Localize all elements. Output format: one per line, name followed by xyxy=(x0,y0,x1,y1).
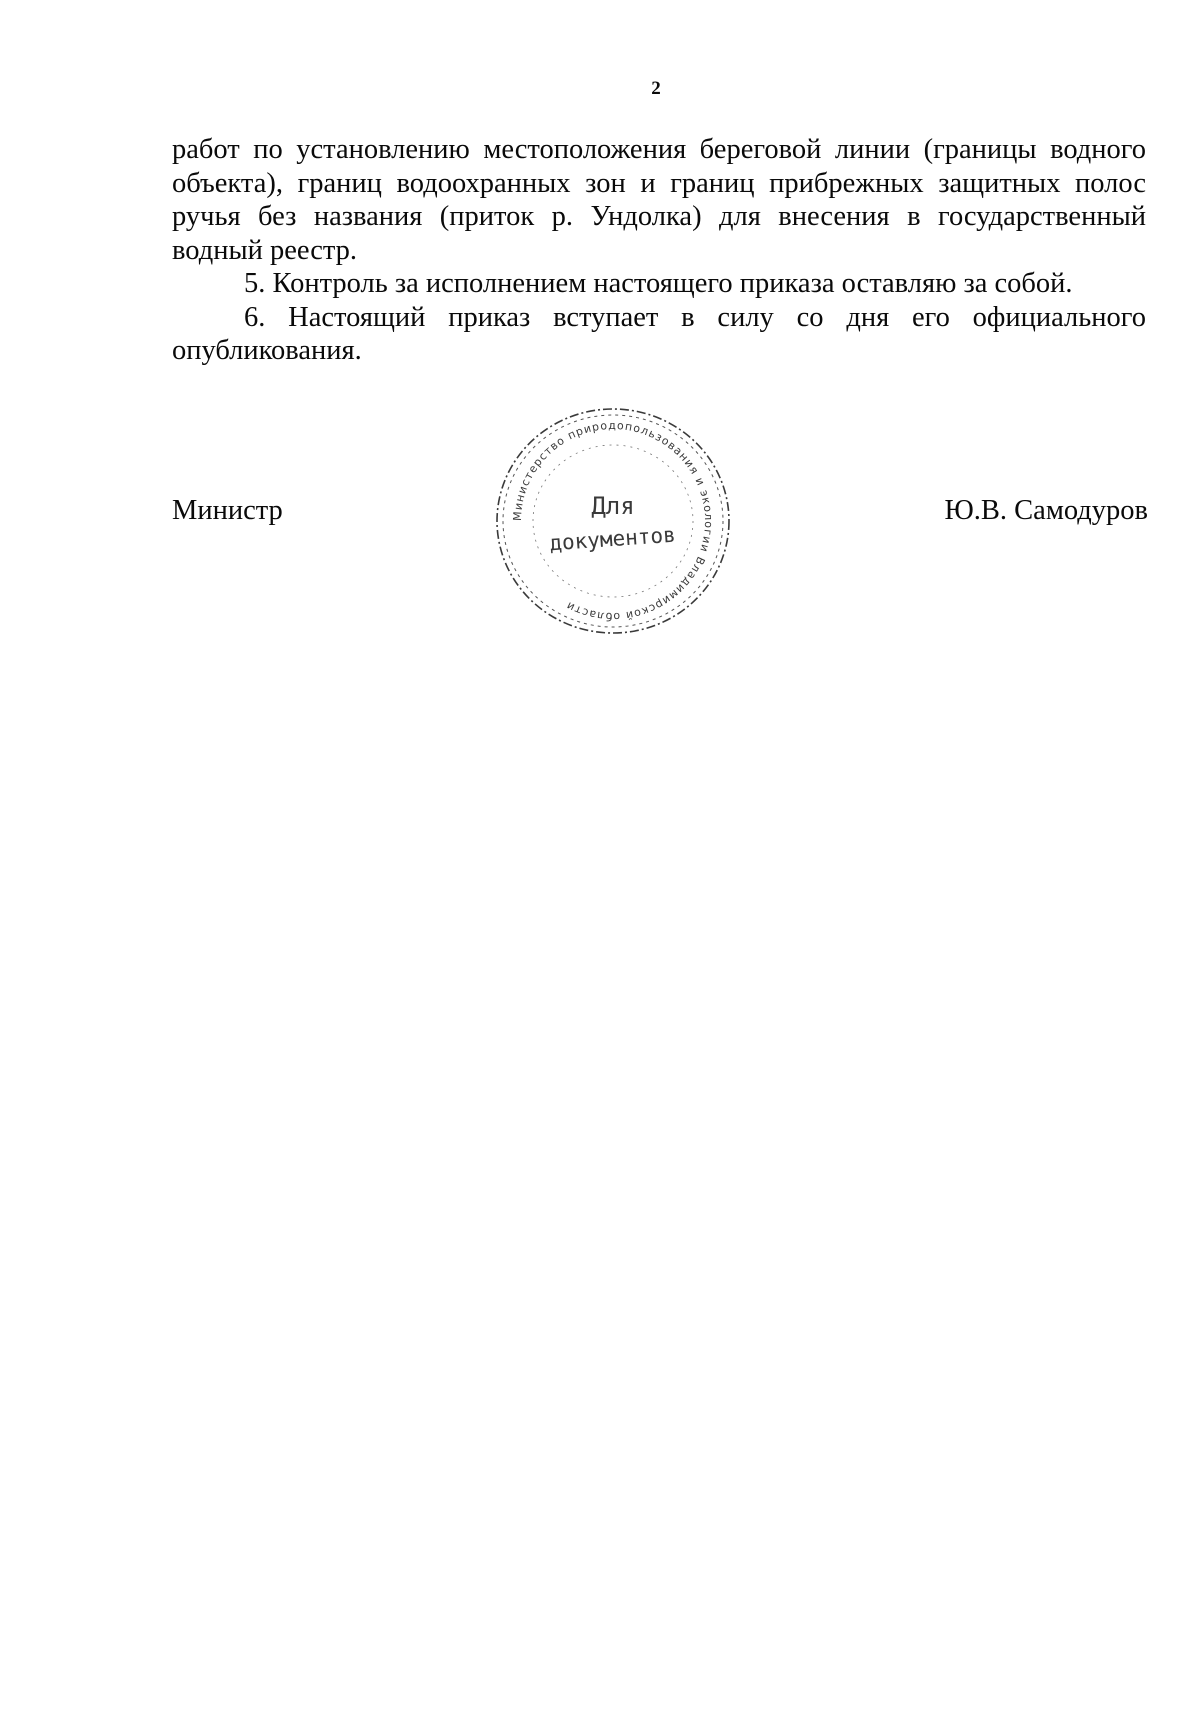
svg-text:Министерство природопользовани xyxy=(511,419,715,623)
paragraph-item-5: 5. Контроль за исполнением настоящего приказа оставляю за собой. xyxy=(244,268,1073,299)
signatory-name: Ю.В. Самодуров xyxy=(944,495,1148,526)
document-body xyxy=(172,133,1146,368)
signatory-title: Министр xyxy=(172,495,283,526)
paragraph-continuation: работ по установлению местоположения береговой линии (границы водного объекта), границ водоохранных зон и границ прибрежных защитных полос ручья без названия (приток р. Ундолка) для внесения в государственный водный реестр. xyxy=(172,134,1146,266)
paragraph-item-6: 6. Настоящий приказ вступает в силу со дня его официального опубликования. xyxy=(172,301,1146,366)
official-stamp xyxy=(492,404,734,638)
stamp-center-line2: документов xyxy=(548,522,677,556)
stamp-ring-text: Министерство природопользования и экологии Владимирской области xyxy=(510,418,716,624)
stamp-center-line1: Для xyxy=(591,492,635,520)
page-number: 2 xyxy=(651,78,661,99)
